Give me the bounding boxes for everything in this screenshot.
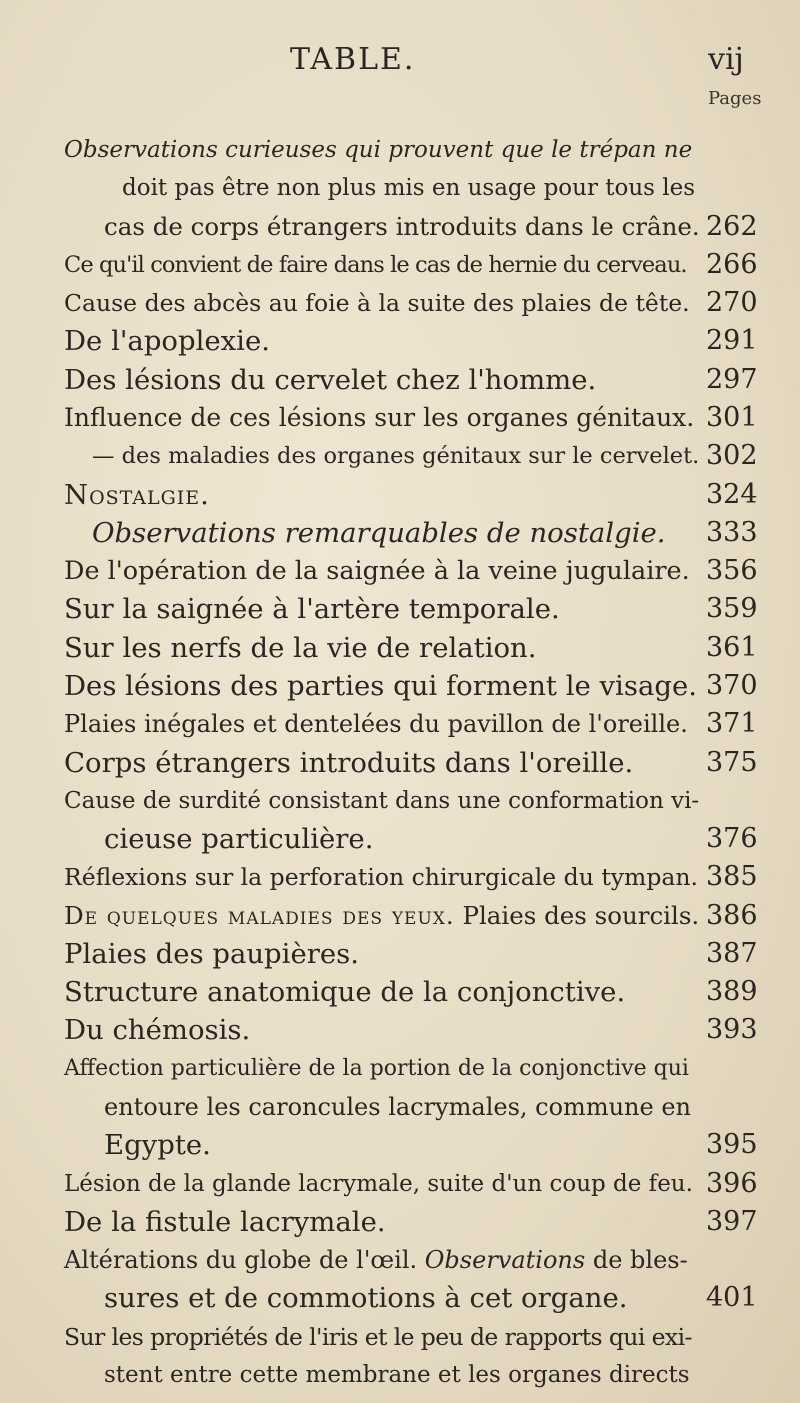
toc-page-number: 375 (706, 746, 758, 778)
toc-section-heading: De quelques maladies des yeux. (64, 900, 455, 930)
toc-entry-text: cieuse particulière. (104, 823, 374, 856)
toc-entry-text: De la fistule lacrymale. (64, 1205, 386, 1238)
toc-page-number: 297 (706, 363, 758, 395)
toc-entry-text: Sur les propriétés de l'iris et le peu de rapports qui exi- (64, 1322, 692, 1351)
toc-line (0, 245, 800, 285)
toc-line (0, 360, 800, 400)
toc-line (0, 743, 800, 783)
toc-page-number: 371 (706, 708, 758, 740)
toc-line (0, 321, 800, 361)
toc-page-number: 359 (706, 593, 758, 625)
toc-page-number: 333 (706, 516, 758, 548)
toc-entry-text: Affection particulière de la portion de la conjonctive qui (64, 1055, 689, 1081)
toc-line (0, 1317, 800, 1357)
toc-page-number: 370 (706, 669, 758, 701)
toc-entry-text: Influence de ces lésions sur les organes génitaux. (64, 402, 695, 432)
toc-line (0, 1087, 800, 1127)
toc-entry-text: Cause de surdité consistant dans une conformation vi- (64, 787, 700, 814)
toc-page-number: 302 (706, 440, 758, 472)
toc-entry-text: sures et de commotions à cet organe. (104, 1282, 628, 1315)
running-head (0, 42, 800, 82)
toc-page-number: 356 (706, 555, 758, 587)
toc-page-number: 397 (706, 1205, 758, 1237)
toc-line (0, 1355, 800, 1395)
toc-page-number: 393 (706, 1014, 758, 1046)
toc-line (0, 1278, 800, 1318)
toc-entry-text: Corps étrangers introduits dans l'oreille. (64, 746, 634, 779)
toc-entry-text: Observations curieuses qui prouvent que le trépan ne (64, 137, 693, 163)
toc-entry-text: Cause des abcès au foie à la suite des plaies de tête. (64, 289, 690, 318)
toc-entry-text: entoure les caroncules lacrymales, commune en (104, 1093, 691, 1122)
toc-entry-text: Altérations du globe de l'œil. Observations de bles- (64, 1246, 688, 1275)
toc-entry-text: Sur la saignée à l'artère temporale. (64, 593, 560, 626)
toc-line (0, 1049, 800, 1089)
toc-entry-text: — des maladies des organes génitaux sur le cervelet. (92, 443, 700, 470)
toc-entry-text: Plaies inégales et dentelées du pavillon de l'oreille. (64, 710, 688, 739)
toc-line (0, 972, 800, 1012)
toc-page-number: 270 (706, 287, 758, 319)
toc-page-number: 389 (706, 976, 758, 1008)
toc-entry-text: Des lésions des parties qui forment le visage. (64, 669, 697, 702)
toc-page-number: 361 (706, 631, 758, 663)
toc-page-number: 291 (706, 325, 758, 357)
toc-line (0, 589, 800, 629)
toc-entry-text: Lésion de la glande lacrymale, suite d'un coup de feu. (64, 1170, 693, 1197)
toc-line (0, 130, 800, 170)
toc-page-number: 376 (706, 823, 758, 855)
toc-line (0, 934, 800, 974)
toc-page-number: 301 (706, 401, 758, 433)
toc-line (0, 896, 800, 936)
toc-line (0, 1240, 800, 1280)
toc-line (0, 1202, 800, 1242)
toc-line (0, 1164, 800, 1204)
toc-entry-text: Observations remarquables de nostalgie. (92, 516, 666, 549)
toc-entry-text: Sur les nerfs de la vie de relation. (64, 631, 537, 664)
toc-page-number: 396 (706, 1167, 758, 1199)
toc-entry-text: Des lésions du cervelet chez l'homme. (64, 363, 597, 396)
toc-entry-text: Structure anatomique de la conjonctive. (64, 976, 626, 1009)
toc-page-number: 324 (706, 478, 758, 510)
toc-page-number: 385 (706, 861, 758, 893)
toc-line (0, 513, 800, 553)
toc-line (0, 475, 800, 515)
toc-entry-text: Ce qu'il convient de faire dans le cas de hernie du cerveau. (64, 251, 687, 278)
toc-entry-text: Du chémosis. (64, 1014, 251, 1047)
running-title: TABLE. (290, 42, 416, 77)
toc-line (0, 704, 800, 744)
toc-entry-text: doit pas être non plus mis en usage pour tous les (122, 175, 696, 202)
toc-line (0, 666, 800, 706)
toc-page-number: 387 (706, 937, 758, 969)
toc-entry-text: Plaies des paupières. (64, 937, 360, 970)
toc-line (0, 283, 800, 323)
toc-entry-text: stent entre cette membrane et les organes directs (104, 1362, 690, 1388)
toc-line (0, 628, 800, 668)
toc-entry-text: Réflexions sur la perforation chirurgicale du tympan. (64, 863, 698, 892)
toc-line (0, 436, 800, 476)
toc-line (0, 1010, 800, 1050)
toc-entry-text: De quelques maladies des yeux. Plaies des sourcils. (64, 900, 700, 930)
toc-line (0, 168, 800, 208)
toc-page-number: 386 (706, 899, 758, 931)
toc-page-number: 266 (706, 248, 758, 280)
toc-line (0, 207, 800, 247)
toc-line (0, 398, 800, 438)
toc-line (0, 781, 800, 821)
toc-section-heading: Nostalgie. (64, 478, 210, 511)
toc-entry-text: De l'opération de la saignée à la veine jugulaire. (64, 556, 690, 587)
folio: vij (708, 42, 744, 77)
toc-line (0, 857, 800, 897)
toc-entry-text: cas de corps étrangers introduits dans le crâne. (104, 211, 700, 241)
toc-page-number: 395 (706, 1129, 758, 1161)
toc-entry-text: Egypte. (104, 1129, 211, 1162)
toc-page-number: 401 (706, 1282, 758, 1314)
toc-line (0, 819, 800, 859)
toc-page-number: 262 (706, 210, 758, 242)
toc-line (0, 551, 800, 591)
pages-column-label: Pages (708, 88, 762, 109)
toc-entry-text: De l'apoplexie. (64, 325, 270, 358)
toc-line (0, 1125, 800, 1165)
